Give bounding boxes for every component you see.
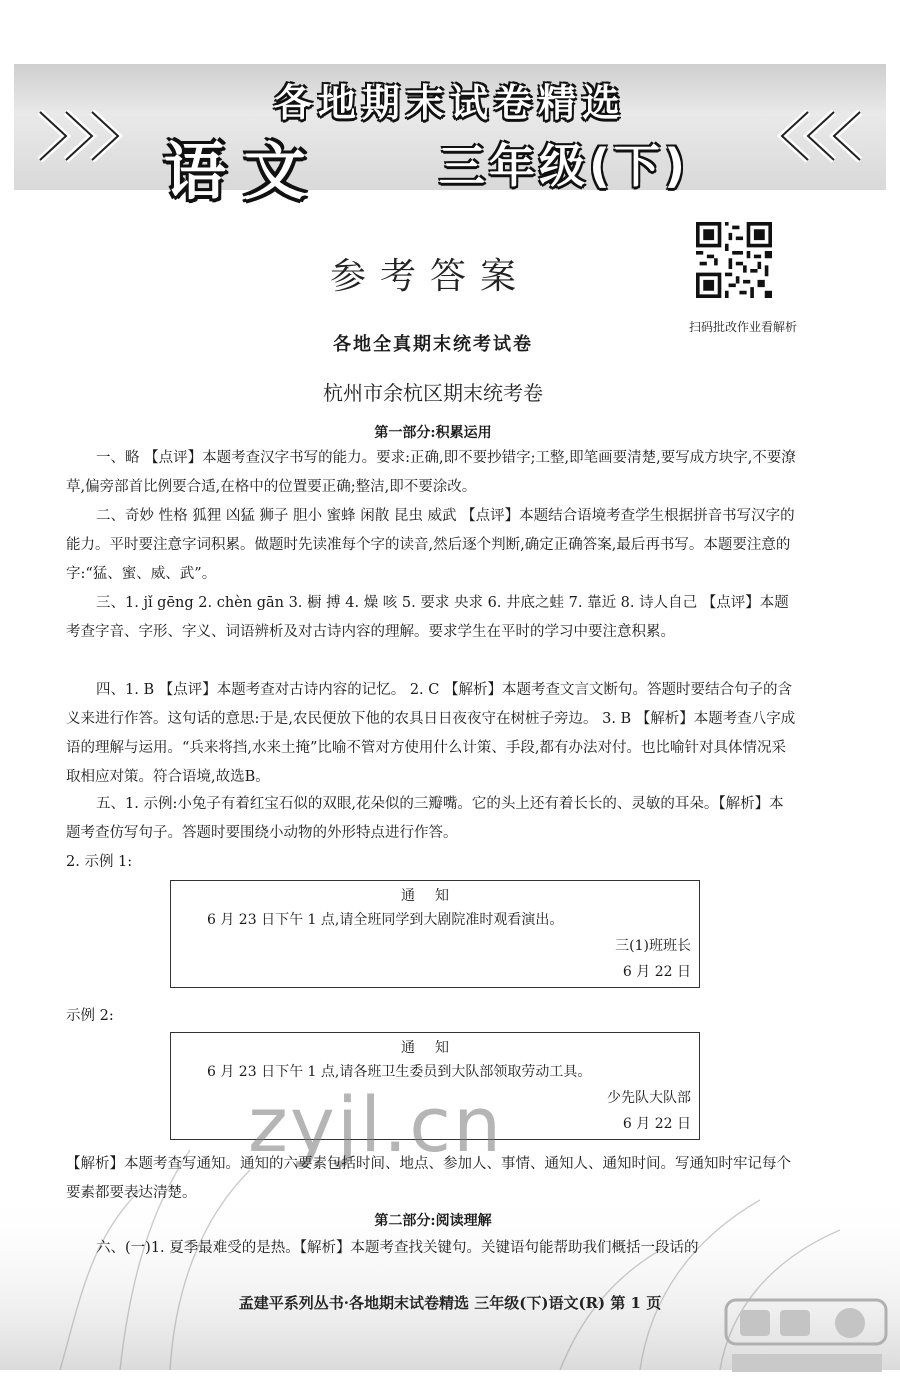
section-heading: 各地全真期末统考试卷 [333, 334, 533, 355]
cover-banner [14, 64, 886, 208]
notice-title: 通知 [401, 888, 469, 904]
notice-signature: 少先队大队部 [607, 1090, 691, 1106]
site-logo [722, 1296, 892, 1378]
exam-title: 杭州市余杭区期末统考卷 [323, 381, 543, 405]
notice-example-1 [170, 880, 700, 988]
watermark-text: zyjl.cn [248, 1080, 504, 1169]
answer-paragraph: 六、(一)1. 夏季最难受的是热。【解析】本题考查找关键句。关键语句能帮助我们概括一段话的 [96, 1240, 699, 1256]
example2-label: 示例 2: [66, 1008, 114, 1024]
notice-body: 6 月 23 日下午 1 点,请全班同学到大剧院准时观看演出。 [207, 912, 564, 928]
example1-label: 2. 示例 1: [66, 854, 133, 870]
notice-analysis: 【解析】本题考查写通知。通知的六要素包括时间、地点、参加人、事情、通知人、通知时间。写通知时牢记每个要素都要表达清楚。 [66, 1156, 791, 1201]
answer-paragraph: 四、1. B 【点评】本题考查对古诗内容的记忆。 2. C 【解析】本题考查文言文断句。答题时要结合句子的含义来进行作答。这句话的意思:于是,农民便放下他的农具日日夜夜守在树桩子旁边。 3. B 【解析】本题考查八字成语的理解与运用。“兵来将挡,水来土掩”比喻不管对方使用什么计策、手段,都有办法对付。也比喻针对具体情况采取相应对策。符合语境,故选B。 [66, 682, 796, 785]
grade-title: 三年级(下) [439, 139, 690, 193]
qr-code-icon[interactable] [696, 222, 772, 298]
notice-date: 6 月 22 日 [622, 964, 691, 980]
qr-caption: 扫码批改作业看解析 [688, 320, 797, 334]
notice-title: 通知 [401, 1040, 469, 1056]
page-footer: 孟建平系列丛书·各地期末试卷精选 三年级(下)语文(R) 第 1 页 [238, 1294, 662, 1312]
series-title: 各地期末试卷精选 [273, 81, 626, 125]
notice-date: 6 月 22 日 [622, 1116, 691, 1132]
answer-paragraph: 五、1. 示例:小兔子有着红宝石似的双眼,花朵似的三瓣嘴。它的头上还有着长长的、灵敏的耳朵。【解析】本题考查仿写句子。答题时要围绕小动物的外形特点进行作答。 [66, 796, 784, 841]
page-title: 参考答案 [329, 256, 530, 297]
answer-paragraph: 二、奇妙 性格 狐狸 凶猛 狮子 胆小 蜜蜂 闲散 昆虫 威武 【点评】本题结合语境考查学生根据拼音书写汉字的能力。平时要注意字词积累。做题时先读准每个字的读音,然后逐个判断,确定正确答案,最后再书写。本题要注意的字:“猛、蜜、威、武”。 [66, 508, 795, 582]
subject-title: 语文 [164, 135, 325, 208]
answer-paragraph: 一、略 【点评】本题考查汉字书写的能力。要求:正确,即不要抄错字;工整,即笔画要清楚,要写成方块字,不要潦草,偏旁部首比例要合适,在格中的位置要正确;整洁,即不要涂改。 [66, 450, 796, 495]
arrow-right-icon [758, 106, 868, 166]
part2-title: 第二部分:阅读理解 [374, 1213, 492, 1229]
part1-title: 第一部分:积累运用 [374, 425, 492, 441]
notice-signature: 三(1)班班长 [615, 938, 691, 954]
answer-paragraph: 三、1. jǐ gēng 2. chèn gān 3. 橱 搏 4. 燥 咳 5. 要求 央求 6. 井底之蛙 7. 靠近 8. 诗人自己 【点评】本题考查字音、字形、字义、词语辨析及对古诗内容的理解。要求学生在平时的学习中要注意积累。 [66, 595, 789, 640]
notice-body: 6 月 23 日下午 1 点,请各班卫生委员到大队部领取劳动工具。 [207, 1064, 592, 1080]
